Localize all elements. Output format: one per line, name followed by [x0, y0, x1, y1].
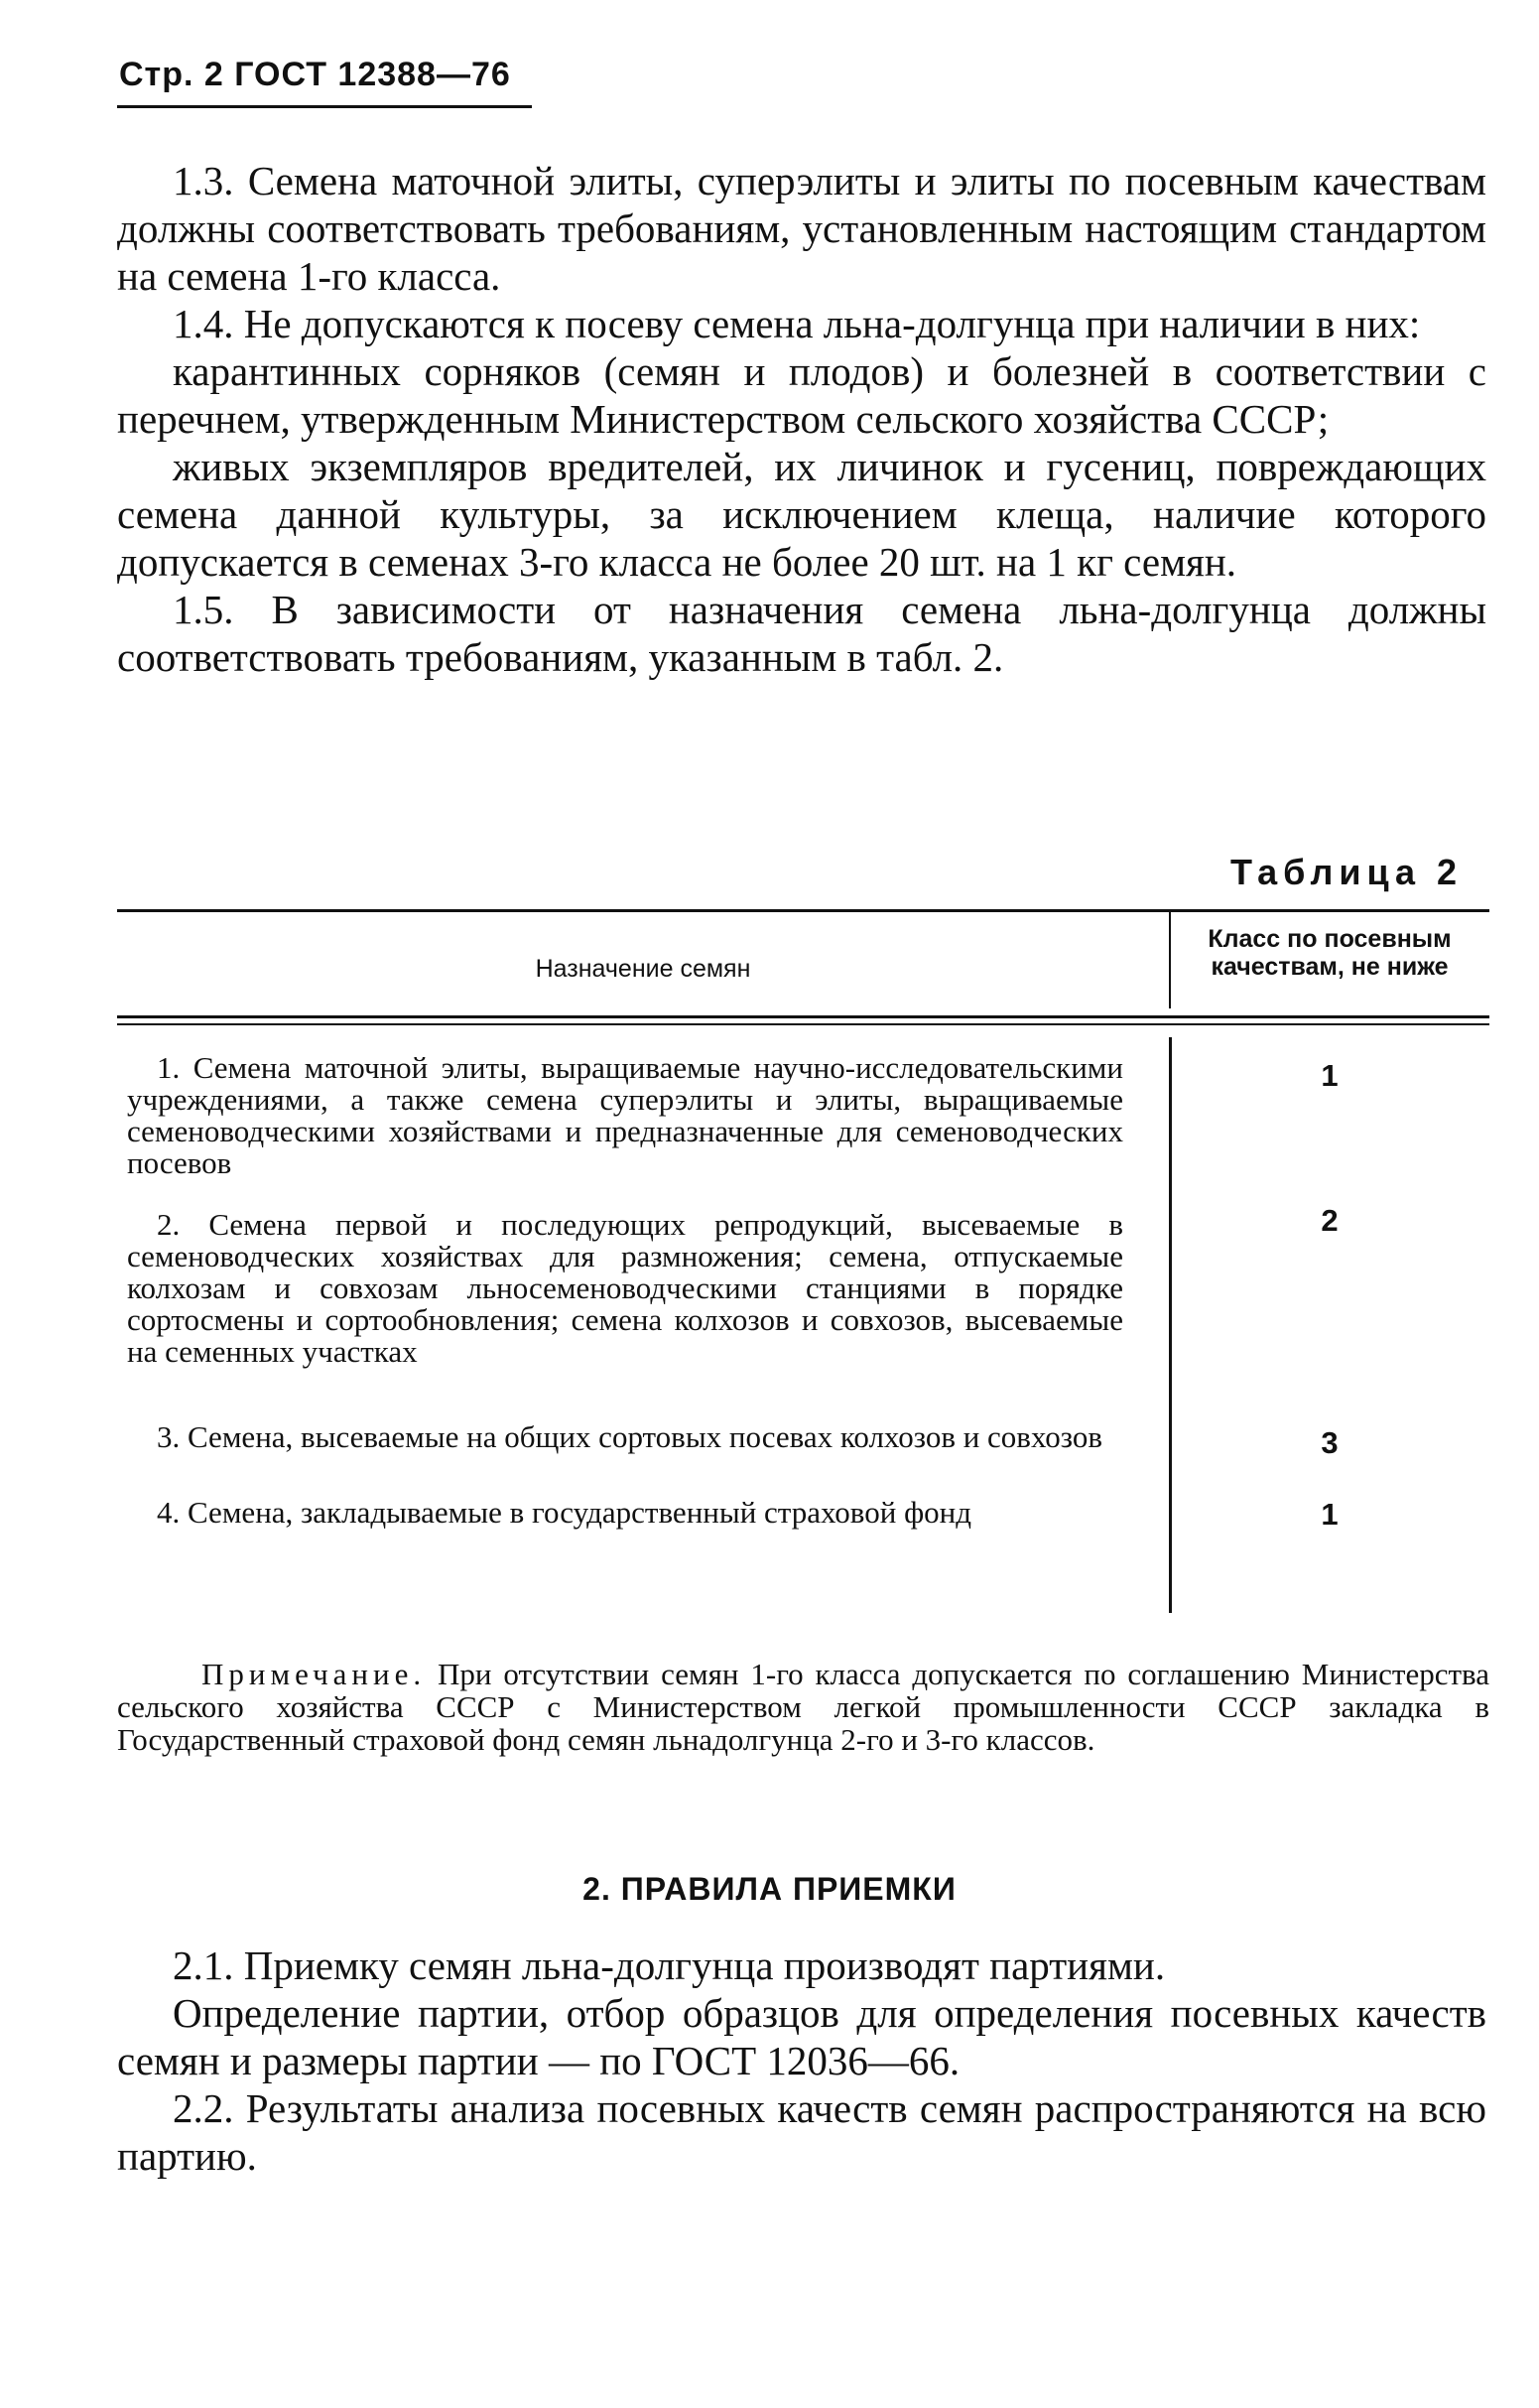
table-cell-text: 1. Семена маточной элиты, выращиваемые научно-исследовательскими учреждениями, а также семена суперэлиты и элиты, выращиваемые семеноводческими хозяйствами и предназначенные для семеноводческих посевов [127, 1050, 1123, 1180]
table-top-rule [117, 909, 1489, 912]
paragraph-1-3: 1.3. Семена маточной элиты, суперэлиты и элиты по посевным качествам должны соответствовать требованиям, установленным настоящим стандартом на семена 1-го класса. [117, 158, 1486, 299]
table-note [117, 1658, 1489, 1756]
note-paragraph [117, 1658, 1489, 1756]
table-row-1-class: 1 [1321, 1058, 1339, 1093]
note-label: Примечание. [201, 1657, 427, 1691]
paragraph-2-2: 2.2. Результаты анализа посевных качеств семян распространяются на всю партию. [117, 2085, 1486, 2179]
section1-text [117, 157, 1486, 681]
paragraph-1-5: 1.5. В зависимости от назначения семена льна-долгунца должны соответствовать требованиям, указанным в табл. 2. [117, 587, 1486, 680]
table-header-purpose: Назначение семян [535, 955, 751, 983]
table-row-4-purpose [127, 1497, 1123, 1529]
table-row-3-purpose [127, 1421, 1123, 1453]
table-row-4-class: 1 [1321, 1497, 1339, 1532]
paragraph-live-pests: живых экземпляров вредителей, их личинок и гусениц, повреждающих семена данной культуры, за исключением клеща, наличие которого допускается в семенах 3-го класса не более 20 шт. на 1 кг семян. [117, 444, 1486, 585]
section2-text [117, 1941, 1486, 2180]
table-caption: Таблица 2 [1230, 852, 1464, 892]
table-row-3-class: 3 [1321, 1425, 1339, 1460]
paragraph-1-4: 1.4. Не допускаются к посеву семена льна-долгунца при наличии в них: [173, 301, 1421, 346]
table-header-rule-2 [117, 1023, 1489, 1025]
table-row-2-class: 2 [1321, 1203, 1339, 1238]
table-row-1-purpose [127, 1052, 1123, 1179]
paragraph-quarantine-weeds: карантинных сорняков (семян и плодов) и болезней в соответствии с перечнем, утвержденным Министерством сельского хозяйства СССР; [117, 348, 1486, 442]
table-cell-text: 3. Семена, высеваемые на общих сортовых посевах колхозов и совхозов [157, 1419, 1102, 1454]
table-row-2-purpose [127, 1209, 1123, 1368]
header-underline [117, 105, 532, 108]
note-text: При отсутствии семян 1-го класса допускается по соглашению Министерства сельского хозяйства СССР с Министерством легкой промышленности СССР закладка в Государственный страховой фонд семян льнадолгунца 2-го и 3-го классов. [117, 1657, 1489, 1757]
table-header-class: Класс по посевным качествам, не ниже [1208, 925, 1452, 981]
table-header-rule-1 [117, 1015, 1489, 1018]
table-cell-text: 4. Семена, закладываемые в государственный страховой фонд [157, 1495, 972, 1530]
paragraph-2-1: 2.1. Приемку семян льна-долгунца производят партиями. [173, 1942, 1166, 1988]
section-2-heading: 2. ПРАВИЛА ПРИЕМКИ [582, 1871, 957, 1907]
table-cell-text: 2. Семена первой и последующих репродукций, высеваемые в семеноводческих хозяйствах для размножения; семена, отпускаемые колхозам и совхозам льносеменоводческими станциями в порядке сортосмены и сортообновления; семена колхозов и совхозов, высеваемые на семенных участках [127, 1207, 1123, 1369]
page-header: Стр. 2 ГОСТ 12388—76 [119, 56, 511, 93]
paragraph-lot-definition: Определение партии, отбор образцов для определения посевных качеств семян и размеры партии — по ГОСТ 12036—66. [117, 1990, 1486, 2083]
